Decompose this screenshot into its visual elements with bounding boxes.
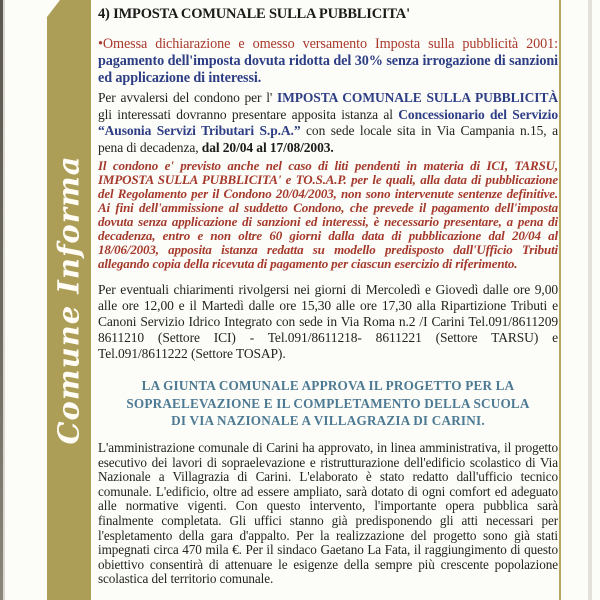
bullet-red-text: •Omessa dichiarazione e omesso versamento Imposta sulla pubblicità 2001: [98,36,558,52]
sidebar-label-wrap [47,0,91,600]
bullet-paragraph [98,36,558,87]
bullet-blue-text: pagamento dell'imposta dovuta ridotta del 30% senza irrogazione di sanzioni ed applicazione di interessi. [98,53,558,86]
scan-shadow-right [588,0,592,600]
content-column [98,0,558,600]
condono-seg4-concessionario: Concessionario del Servizio “Ausonia Servizi Tributari S.p.A.” [98,106,558,138]
condono-red-notice: Il condono e' previsto anche nel caso di liti pendenti in materia di ICI, TARSU, IMPOSTA SULLA PUBBLICITA' e TO.S.A.P. per le quali, alla data di pubblicazione del Regolamento per il Condono 20/04/2003, non sono intervenute sentenze definitive. Ai fini dell'ammissione al suddetto Condono, che prevede il pagamento dell'imposta dovuta senza applicazione di sanzioni ed interessi, è necessario presentare, a pena di decadenza, entro e non oltre 60 giorni dalla data di pubblicazione dal 20/04 al 18/06/2003, apposita istanza redatta su modello predisposto dall'Ufficio Tributi allegando copia della ricevuta di pagamento per ciascun esercizio di riferimento. [98,158,558,271]
school-heading-line1: LA GIUNTA COMUNALE APPROVA IL PROGETTO PER LA [141,378,515,393]
content-frame-line [559,0,561,600]
condono-paragraph [98,90,558,156]
contact-info-paragraph: Per eventuali chiarimenti rivolgersi nei giorni di Mercoledì e Giovedì dalle ore 9,00 alle ore 12,00 e il Martedì dalle ore 15,30 alle ore 17,30 alla Ripartizione Tributi e Canoni Servizio Idrico Integrato con sede in Via Roma n.2 /I Carini Tel.091/8611209 8611210 (Settore ICI) - Tel.091/8611218- 8611221 (Settore TARSU) e Tel.091/8611222 (Settore TOSAP). [98,282,558,361]
article-school-body: L'amministrazione comunale di Carini ha approvato, in linea amministrativa, il progetto esecutivo dei lavori di sopraelevazione e ristrutturazione dell'edificio scolastico di Via Nazionale a Villagrazia di Carini. L'elaborato è stato redatto dall'ufficio tecnico comunale. L'edificio, oltre ad essere ampliato, sarà dotato di ogni comfort ed adeguato alle normative vigenti. Con questo intervento, l'importante opera pubblica sarà finalmente completata. Gli uffici stanno già predisponendo gli atti necessari per l'espletamento della gara d'appalto. Per la realizzazione del progetto sono già stati impegnati circa 470 mila €. Per il sindaco Gaetano La Fata, il raggiungimento di questo obiettivo consentirà di attenuare le esigenze della sempre più crescente popolazione scolastica del territorio comunale. [98,440,558,587]
condono-seg5: con sede locale sita in Via Campania n.15, a pena di decadenza, [98,123,558,155]
article-tax-heading: 4) IMPOSTA COMUNALE SULLA PUBBLICITA' [98,6,410,22]
condono-seg3: gli interessati dovranno presentare apposita istanza al [98,106,399,122]
condono-seg2-tax-name: IMPOSTA COMUNALE SULLA PUBBLICITÀ [276,90,559,105]
school-heading-line2: SOPRAELEVAZIONE E IL COMPLETAMENTO DELLA SCUOLA [126,395,530,411]
scan-edge-left-soft [3,0,5,600]
sidebar-label: Comune Informa [52,155,87,445]
condono-seg1: Per avvalersi del condono per l' [98,90,277,105]
article-school-heading [98,377,558,430]
school-heading-line3: DI VIA NAZIONALE A VILLAGRAZIA DI CARINI. [171,413,485,428]
condono-seg6-dates: dal 20/04 al 17/08/2003. [201,139,334,155]
